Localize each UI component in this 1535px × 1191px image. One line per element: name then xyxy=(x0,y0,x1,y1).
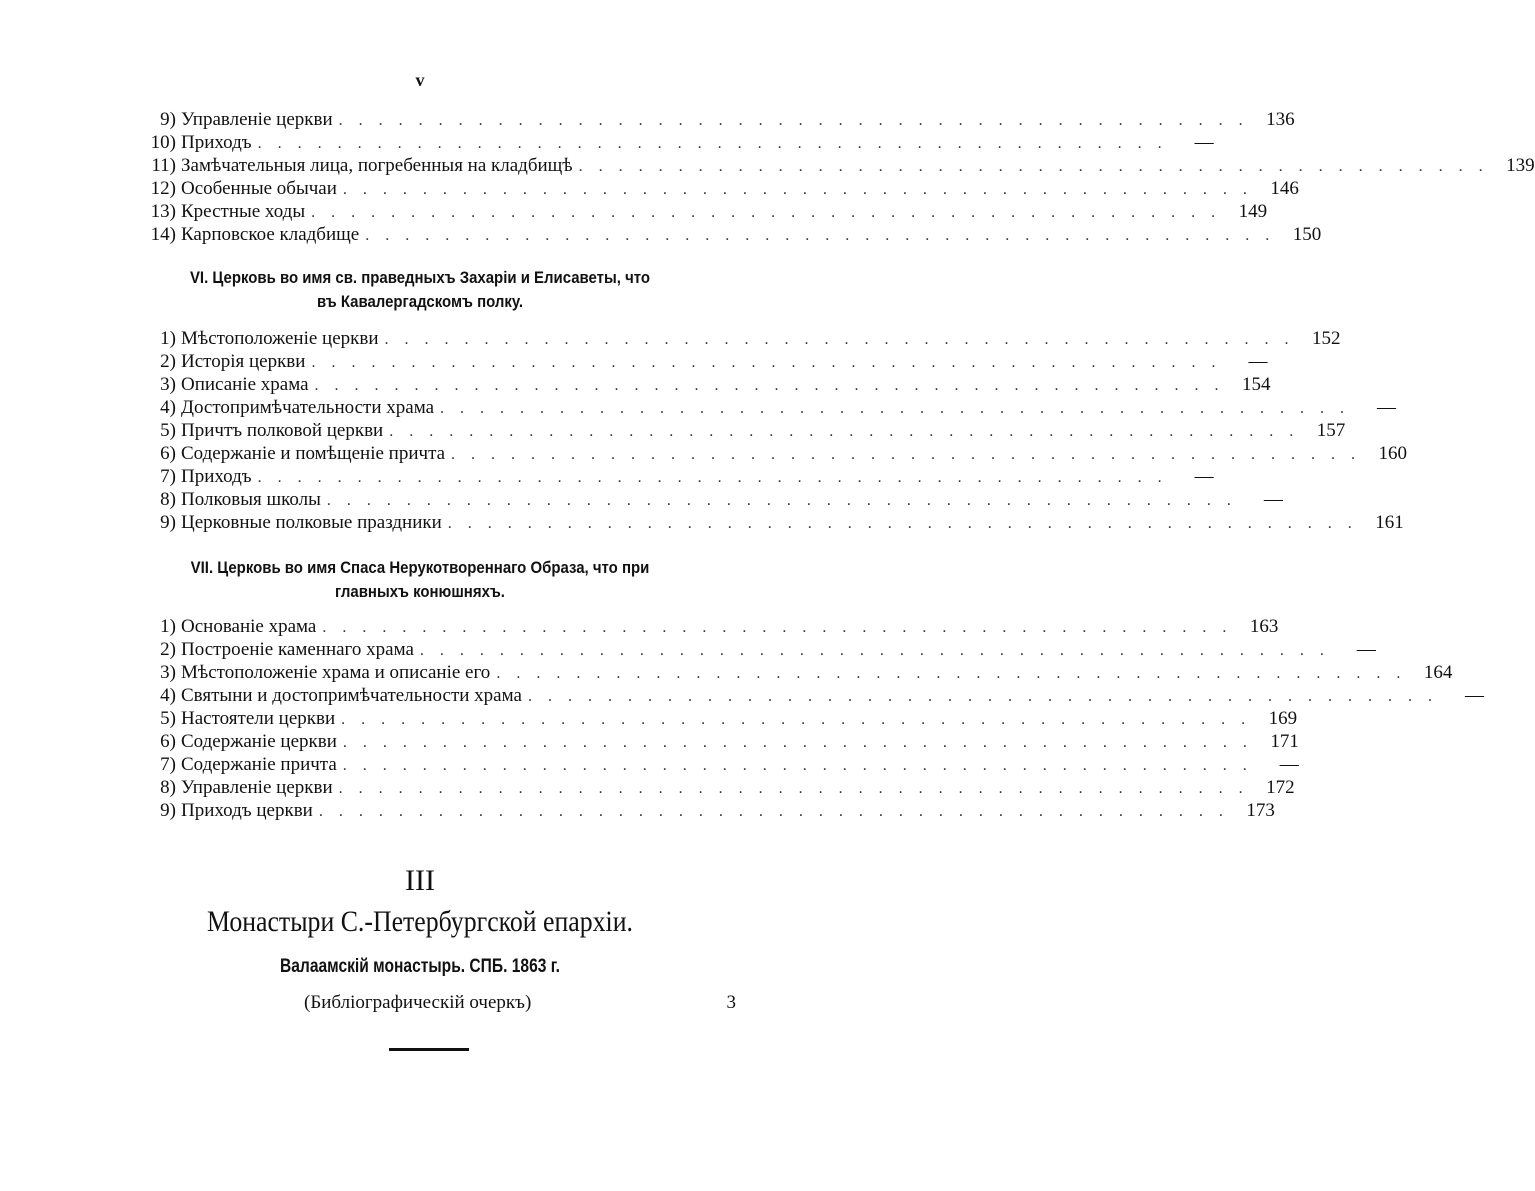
item-number: 11) xyxy=(151,155,176,176)
item-page: 157 xyxy=(1316,420,1346,441)
dot-leader: . . . . . . . . . . . . . . . . . . . . . . . . . . . . . . . . . . . . . . . . . . . . . . xyxy=(257,469,1168,486)
toc-row xyxy=(140,799,1275,822)
book-page-number: 3 xyxy=(726,992,736,1013)
item-number: 3) xyxy=(160,662,176,683)
toc-row xyxy=(140,108,1295,131)
item-page: — xyxy=(1464,685,1484,706)
dot-leader: . . . . . . . . . . . . . . . . . . . . . . . . . . . . . . . . . . . . . . . . . . . . . . xyxy=(342,757,1253,774)
item-number: 7) xyxy=(160,466,176,487)
item-page: 169 xyxy=(1268,708,1298,729)
dot-leader: . . . . . . . . . . . . . . . . . . . . . . . . . . . . . . . . . . . . . . . . . . . . . . xyxy=(314,377,1225,394)
toc-row xyxy=(140,511,1404,534)
toc-row xyxy=(140,154,1535,177)
dot-leader: . . . . . . . . . . . . . . . . . . . . . . . . . . . . . . . . . . . . . . . . . . . . . . xyxy=(318,803,1229,820)
dot-leader: . . . . . . . . . . . . . . . . . . . . . . . . . . . . . . . . . . . . . . . . . . . . . . xyxy=(578,158,1489,175)
book-title: Валаамскій монастырь. СПБ. 1863 г. xyxy=(280,956,560,977)
item-page: 146 xyxy=(1270,178,1299,199)
item-number: 8) xyxy=(160,489,176,510)
item-number: 4) xyxy=(160,685,176,706)
item-page: 139 xyxy=(1506,155,1535,176)
item-label: Содержаніе церкви xyxy=(181,731,337,752)
item-number: 5) xyxy=(160,708,176,729)
item-page: — xyxy=(1194,466,1214,487)
item-label: Описаніе храма xyxy=(181,374,309,395)
section-vii-heading-line2: главныхъ конюшняхъ. xyxy=(335,582,505,601)
item-page: 136 xyxy=(1266,109,1295,130)
toc-row xyxy=(140,442,1408,465)
part-numeral: III xyxy=(405,864,435,897)
dot-leader: . . . . . . . . . . . . . . . . . . . . . . . . . . . . . . . . . . . . . . . . . . . . . . xyxy=(496,665,1407,682)
item-page: 164 xyxy=(1423,662,1453,683)
dot-leader: . . . . . . . . . . . . . . . . . . . . . . . . . . . . . . . . . . . . . . . . . . . . . . xyxy=(389,423,1300,440)
item-number: 6) xyxy=(160,443,176,464)
toc-row xyxy=(140,684,1484,707)
item-label: Достопримѣчательности храма xyxy=(181,397,435,418)
item-page: — xyxy=(1194,132,1214,153)
toc-row xyxy=(140,753,1299,776)
item-label: Причтъ полковой церкви xyxy=(181,420,384,441)
toc-row xyxy=(140,327,1341,350)
section-vi-heading-line1: VI. Церковь во имя св. праведныхъ Захаріи и Елисаветы, что xyxy=(189,268,651,287)
toc-row xyxy=(140,638,1376,661)
item-label: Замѣчательныя лица, погребенныя на кладбищѣ xyxy=(181,155,573,176)
item-label: Карповское кладбище xyxy=(181,224,360,245)
toc-row xyxy=(140,177,1299,200)
item-number: 1) xyxy=(160,616,176,637)
dot-leader: . . . . . . . . . . . . . . . . . . . . . . . . . . . . . . . . . . . . . . . . . . . . . . xyxy=(451,446,1362,463)
section-vi-heading xyxy=(50,266,789,314)
item-number: 13) xyxy=(150,201,176,222)
section-vii-heading-line1: VII. Церковь во имя Спаса Нерукотвореннаго Образа, что при xyxy=(190,558,650,577)
item-label: Мѣстоположеніе церкви xyxy=(181,328,379,349)
item-label: Святыни и достопримѣчательности храма xyxy=(181,685,522,706)
dot-leader: . . . . . . . . . . . . . . . . . . . . . . . . . . . . . . . . . . . . . . . . . . . . . . xyxy=(365,227,1276,244)
item-number: 9) xyxy=(160,109,176,130)
toc-row xyxy=(140,615,1279,638)
dot-leader: . . . . . . . . . . . . . . . . . . . . . . . . . . . . . . . . . . . . . . . . . . . . . . xyxy=(342,734,1253,751)
toc-list-section-vii xyxy=(140,615,1484,822)
item-number: 9) xyxy=(160,512,176,533)
item-label: Основаніе храма xyxy=(181,616,317,637)
section-vi-heading-line2: въ Кавалергадскомъ полку. xyxy=(316,292,524,311)
closing-rule xyxy=(389,1048,469,1051)
item-number: 2) xyxy=(160,639,176,660)
dot-leader: . . . . . . . . . . . . . . . . . . . . . . . . . . . . . . . . . . . . . . . . . . . . . . xyxy=(341,711,1252,728)
item-page: 154 xyxy=(1242,374,1271,395)
dot-leader: . . . . . . . . . . . . . . . . . . . . . . . . . . . . . . . . . . . . . . . . . . . . . . xyxy=(257,135,1168,152)
item-page: 163 xyxy=(1249,616,1279,637)
toc-row xyxy=(140,661,1453,684)
dot-leader: . . . . . . . . . . . . . . . . . . . . . . . . . . . . . . . . . . . . . . . . . . . . . . xyxy=(342,181,1253,198)
item-page: 150 xyxy=(1292,224,1322,245)
page-marker: v xyxy=(415,70,425,90)
item-label: Приходъ xyxy=(181,466,252,487)
toc-row xyxy=(140,776,1295,799)
book-subtitle: (Библіографическій очеркъ) xyxy=(304,992,532,1013)
toc-row xyxy=(140,707,1298,730)
item-number: 6) xyxy=(160,731,176,752)
item-page: — xyxy=(1248,351,1268,372)
item-number: 2) xyxy=(160,351,176,372)
item-page: — xyxy=(1263,489,1283,510)
item-number: 12) xyxy=(150,178,176,199)
item-number: 9) xyxy=(160,800,176,821)
dot-leader: . . . . . . . . . . . . . . . . . . . . . . . . . . . . . . . . . . . . . . . . . . . . . . xyxy=(338,780,1249,797)
item-label: Содержаніе и помѣщеніе причта xyxy=(181,443,446,464)
item-label: Управленіе церкви xyxy=(181,777,333,798)
item-page: — xyxy=(1356,639,1376,660)
item-label: Особенные обычаи xyxy=(181,178,337,199)
item-number: 7) xyxy=(160,754,176,775)
item-page: — xyxy=(1377,397,1397,418)
item-label: Настоятели церкви xyxy=(181,708,336,729)
item-page: 160 xyxy=(1378,443,1408,464)
toc-list-section-v xyxy=(140,108,1535,246)
item-label: Церковные полковые праздники xyxy=(181,512,442,533)
item-number: 3) xyxy=(160,374,176,395)
toc-row xyxy=(140,730,1299,753)
dot-leader: . . . . . . . . . . . . . . . . . . . . . . . . . . . . . . . . . . . . . . . . . . . . . . xyxy=(384,331,1295,348)
toc-row xyxy=(140,488,1283,511)
item-page: 173 xyxy=(1246,800,1275,821)
toc-row xyxy=(140,350,1268,373)
toc-row xyxy=(140,223,1322,246)
item-page: 149 xyxy=(1238,201,1268,222)
toc-list-section-vi xyxy=(140,327,1408,534)
dot-leader: . . . . . . . . . . . . . . . . . . . . . . . . . . . . . . . . . . . . . . . . . . . . . . xyxy=(440,400,1351,417)
toc-row xyxy=(140,131,1214,154)
dot-leader: . . . . . . . . . . . . . . . . . . . . . . . . . . . . . . . . . . . . . . . . . . . . . . xyxy=(419,642,1330,659)
item-label: Приходъ xyxy=(181,132,252,153)
dot-leader: . . . . . . . . . . . . . . . . . . . . . . . . . . . . . . . . . . . . . . . . . . . . . . xyxy=(326,492,1237,509)
item-label: Мѣстоположеніе храма и описаніе его xyxy=(181,662,491,683)
item-page: 172 xyxy=(1266,777,1295,798)
toc-row xyxy=(140,373,1271,396)
toc-row xyxy=(140,419,1346,442)
item-page: 171 xyxy=(1270,731,1299,752)
dot-leader: . . . . . . . . . . . . . . . . . . . . . . . . . . . . . . . . . . . . . . . . . . . . . . xyxy=(311,354,1222,371)
item-number: 4) xyxy=(160,397,176,418)
item-label: Полковыя школы xyxy=(181,489,321,510)
dot-leader: . . . . . . . . . . . . . . . . . . . . . . . . . . . . . . . . . . . . . . . . . . . . . . xyxy=(338,112,1249,129)
dot-leader: . . . . . . . . . . . . . . . . . . . . . . . . . . . . . . . . . . . . . . . . . . . . . . xyxy=(447,515,1358,532)
dot-leader: . . . . . . . . . . . . . . . . . . . . . . . . . . . . . . . . . . . . . . . . . . . . . . xyxy=(322,619,1233,636)
section-vii-heading xyxy=(50,556,789,604)
item-label: Приходъ церкви xyxy=(181,800,313,821)
item-page: — xyxy=(1279,754,1299,775)
item-label: Содержаніе причта xyxy=(181,754,337,775)
toc-row xyxy=(140,200,1268,223)
item-number: 10) xyxy=(150,132,176,153)
toc-row xyxy=(140,465,1214,488)
item-label: Крестные ходы xyxy=(181,201,306,222)
item-label: Управленіе церкви xyxy=(181,109,333,130)
item-label: Исторія церкви xyxy=(181,351,306,372)
item-page: 152 xyxy=(1312,328,1341,349)
item-number: 14) xyxy=(150,224,176,245)
toc-row xyxy=(140,396,1397,419)
part-title: Монастыри С.-Петербургской епархіи. xyxy=(207,905,633,938)
item-label: Построеніе каменнаго храма xyxy=(181,639,414,660)
item-number: 8) xyxy=(160,777,176,798)
item-number: 1) xyxy=(160,328,176,349)
dot-leader: . . . . . . . . . . . . . . . . . . . . . . . . . . . . . . . . . . . . . . . . . . . . . . xyxy=(311,204,1222,221)
item-number: 5) xyxy=(160,420,176,441)
dot-leader: . . . . . . . . . . . . . . . . . . . . . . . . . . . . . . . . . . . . . . . . . . . . . . xyxy=(527,688,1438,705)
item-page: 161 xyxy=(1375,512,1404,533)
